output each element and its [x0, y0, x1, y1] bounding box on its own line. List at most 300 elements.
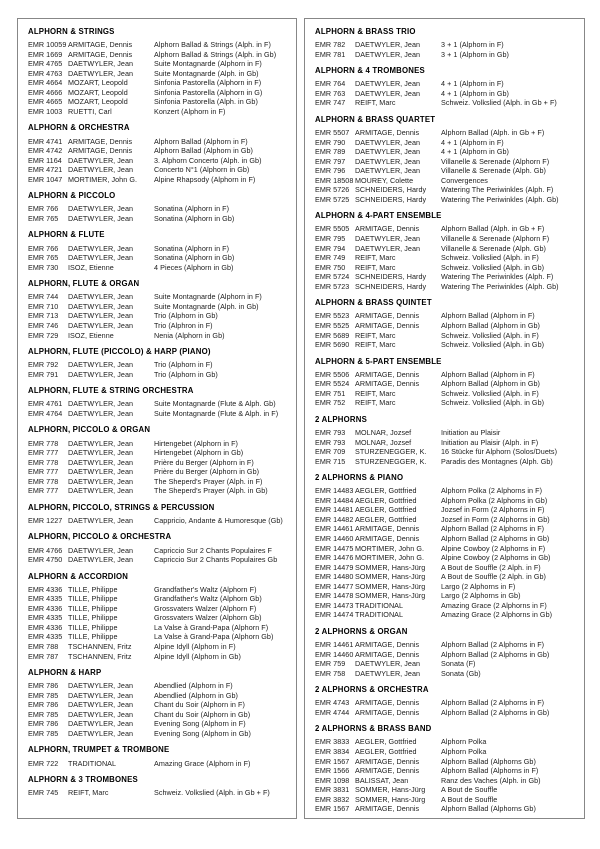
ref-cell: EMR 14479 [315, 562, 354, 572]
section-title: ALPHORN, TRUMPET & TROMBONE [28, 745, 170, 755]
table-row [28, 40, 290, 50]
composer-cell: DAETWYLER, Jean [68, 292, 134, 302]
table-row [28, 263, 290, 273]
ref-cell: EMR 5724 [315, 272, 350, 282]
title-cell: Schweiz. Volkslied (Alph. in Gb) [441, 398, 545, 408]
ref-cell: EMR 730 [28, 262, 59, 272]
ref-cell: EMR 1164 [28, 155, 62, 165]
composer-cell: RUETTI, Carl [68, 106, 112, 116]
composer-cell: ARMITAGE, Dennis [355, 379, 420, 389]
title-cell: Schweiz. Volkslied (Alph. in Gb) [441, 340, 545, 350]
title-cell: Watering The Periwinkles (Alph. F) [441, 272, 554, 282]
table-row [315, 272, 578, 282]
ref-cell: EMR 4744 [315, 707, 350, 717]
composer-cell: DAETWYLER, Jean [355, 79, 421, 89]
title-cell: Alphorn Polka (2 Alphorns in Gb) [441, 495, 548, 505]
composer-cell: ARMITAGE, Dennis [68, 146, 133, 156]
ref-cell: EMR 14461 [315, 524, 354, 534]
section-title: ALPHORN, PICCOLO & ORCHESTRA [28, 532, 172, 542]
composer-cell: TILLE, Philippe [68, 613, 118, 623]
title-cell: Abendlied (Alphorn in F) [154, 681, 233, 691]
table-row [28, 204, 290, 214]
composer-cell: SOMMER, Hans-Jürg [355, 572, 426, 582]
composer-cell: DAETWYLER, Jean [355, 88, 421, 98]
catalog-section [315, 627, 578, 678]
ref-cell: EMR 3832 [315, 794, 350, 804]
table-row [28, 458, 290, 468]
composer-cell: DAETWYLER, Jean [68, 728, 134, 738]
ref-cell: EMR 729 [28, 330, 59, 340]
composer-cell: SOMMER, Hans-Jürg [355, 785, 426, 795]
composer-cell: SCHNEIDERS, Hardy [355, 194, 427, 204]
composer-cell: DAETWYLER, Jean [68, 213, 134, 223]
ref-cell: EMR 14483 [315, 486, 354, 496]
title-cell: A Bout de Souffle [441, 794, 498, 804]
table-row [315, 138, 578, 148]
composer-cell: DAETWYLER, Jean [68, 476, 134, 486]
ref-cell: EMR 785 [28, 728, 59, 738]
table-row [315, 224, 578, 234]
catalog-section [28, 279, 290, 340]
table-row [315, 244, 578, 254]
ref-cell: EMR 788 [28, 642, 59, 651]
title-cell: Sinfonia Pastorella (Alphorn in G) [154, 87, 263, 97]
ref-cell: EMR 4666 [28, 87, 63, 97]
table-row [315, 40, 578, 50]
ref-cell: EMR 5505 [315, 224, 350, 234]
section-title: ALPHORN & 4 TROMBONES [315, 66, 425, 76]
title-cell: Prière du Berger (Alphorn in F) [154, 457, 254, 467]
table-row [28, 165, 290, 175]
ref-cell: EMR 4763 [28, 68, 63, 78]
composer-cell: DAETWYLER, Jean [68, 709, 134, 719]
table-row [28, 50, 290, 60]
title-cell: Alphorn Ballad (Alphorn in F) [441, 311, 535, 321]
composer-cell: DAETWYLER, Jean [355, 243, 421, 253]
section-title: 2 ALPHORNS & BRASS BAND [315, 724, 432, 734]
composer-cell: TILLE, Philippe [68, 584, 118, 594]
title-cell: 3 + 1 (Alphorn in F) [441, 40, 504, 50]
title-cell: Alphorn Polka [441, 747, 487, 757]
title-cell: Alphorn Ballad (Alphorns in F) [441, 766, 539, 776]
section-title: ALPHORN & 5-PART ENSEMBLE [315, 356, 442, 366]
ref-cell: EMR 1003 [28, 106, 63, 116]
composer-cell: DAETWYLER, Jean [68, 719, 134, 729]
catalog-section [28, 668, 290, 738]
composer-cell: MOZART, Leopold [68, 78, 128, 88]
table-row [315, 757, 578, 767]
composer-cell: TRADITIONAL [355, 610, 404, 620]
title-cell: Alphorn Ballad (Alph. in Gb + F) [441, 224, 545, 234]
section-title: ALPHORN, PICCOLO & ORGAN [28, 425, 151, 435]
ref-cell: EMR 766 [28, 243, 59, 253]
title-cell: Alphorn Polka (2 Alphorns in F) [441, 486, 543, 496]
ref-cell: EMR 4335 [28, 613, 63, 623]
ref-cell: EMR 759 [315, 659, 346, 669]
ref-cell: EMR 14477 [315, 581, 354, 591]
section-title: ALPHORN & BRASS QUARTET [315, 114, 436, 124]
ref-cell: EMR 722 [28, 758, 59, 768]
composer-cell: DAETWYLER, Jean [68, 457, 134, 467]
section-title: 2 ALPHORNS & ORCHESTRA [315, 685, 429, 695]
table-row [315, 610, 578, 620]
ref-cell: EMR 1227 [28, 515, 63, 525]
table-row [28, 710, 290, 720]
title-cell: Watering The Periwinkles (Alph. Gb) [441, 281, 559, 291]
section-title: ALPHORN & 4-PART ENSEMBLE [315, 211, 442, 221]
ref-cell: EMR 14474 [315, 610, 354, 620]
table-row [315, 804, 578, 814]
title-cell: Suite Montagnarde (Alph. in Gb) [154, 68, 259, 78]
ref-cell: EMR 4336 [28, 622, 63, 632]
section-title: ALPHORN & 3 TROMBONES [28, 775, 138, 785]
composer-cell: AEGLER, Gottfried [355, 486, 417, 496]
section-title: ALPHORN, FLUTE & ORGAN [28, 279, 140, 289]
table-row [315, 398, 578, 408]
ref-cell: EMR 4761 [28, 399, 63, 409]
table-row [315, 389, 578, 399]
title-cell: Evening Song (Alphorn in F) [154, 719, 246, 729]
title-cell: Schweiz. Volkslied (Alph. in Gb + F) [154, 788, 270, 798]
ref-cell: EMR 796 [315, 166, 346, 176]
ref-cell: EMR 797 [315, 156, 346, 166]
table-row [28, 448, 290, 458]
ref-cell: EMR 5525 [315, 320, 350, 330]
ref-cell: EMR 4766 [28, 545, 63, 555]
composer-cell: AEGLER, Gottfried [355, 505, 417, 515]
ref-cell: EMR 4664 [28, 78, 63, 88]
table-row [28, 642, 290, 652]
table-row [28, 214, 290, 224]
table-row [315, 776, 578, 786]
title-cell: Alphorn Ballad (Alph. in Gb + F) [441, 128, 545, 138]
ref-cell: EMR 5507 [315, 128, 350, 138]
composer-cell: DAETWYLER, Jean [68, 399, 134, 409]
composer-cell: ARMITAGE, Dennis [355, 766, 420, 776]
table-row [315, 795, 578, 805]
section-title: ALPHORN, PICCOLO, STRINGS & PERCUSSION [28, 502, 215, 512]
table-row [28, 546, 290, 556]
title-cell: Paradis des Montagnes (Alph. Gb) [441, 456, 553, 466]
ref-cell: EMR 3831 [315, 785, 350, 795]
table-row [28, 69, 290, 79]
ref-cell: EMR 1047 [28, 174, 63, 184]
composer-cell: DAETWYLER, Jean [68, 545, 134, 555]
composer-cell: DAETWYLER, Jean [68, 486, 134, 496]
table-row [28, 137, 290, 147]
composer-cell: DAETWYLER, Jean [68, 243, 134, 253]
catalog-section [315, 357, 578, 408]
table-row [315, 563, 578, 573]
ref-cell: EMR 5726 [315, 185, 350, 195]
table-row [315, 128, 578, 138]
section-title: 2 ALPHORNS [315, 414, 367, 424]
ref-cell: EMR 777 [28, 486, 59, 496]
composer-cell: DAETWYLER, Jean [68, 165, 134, 175]
composer-cell: DAETWYLER, Jean [355, 234, 421, 244]
table-row [315, 496, 578, 506]
table-row [28, 292, 290, 302]
title-cell: Abendlied (Alphorn in Gb) [154, 690, 238, 700]
composer-cell: AEGLER, Gottfried [355, 495, 417, 505]
title-cell: Villanelle & Serenade (Alphorn F) [441, 234, 550, 244]
composer-cell: DAETWYLER, Jean [68, 311, 134, 321]
catalog-section [315, 298, 578, 349]
table-row [315, 321, 578, 331]
table-row [315, 669, 578, 679]
ref-cell: EMR 14473 [315, 600, 354, 610]
table-row [28, 700, 290, 710]
title-cell: Schweiz. Volkslied (Alph. in Gb) [441, 262, 545, 272]
table-row [315, 185, 578, 195]
title-cell: Grandfather's Waltz (Alphorn F) [154, 584, 257, 594]
table-row [315, 524, 578, 534]
catalog-section [28, 745, 290, 768]
catalog-section [28, 230, 290, 272]
ref-cell: EMR 5506 [315, 369, 350, 379]
ref-cell: EMR 781 [315, 49, 346, 59]
title-cell: La Valse à Grand-Papa (Alphorn Gb) [154, 632, 274, 642]
composer-cell: TILLE, Philippe [68, 622, 118, 632]
table-row [315, 379, 578, 389]
title-cell: 4 + 1 (Alphorn in F) [441, 137, 504, 147]
table-row [28, 78, 290, 88]
title-cell: 4 + 1 (Alphorn in Gb) [441, 147, 509, 157]
title-cell: Ranz des Vaches (Alph. in Gb) [441, 775, 541, 785]
title-cell: Largo (2 Alphorns in Gb) [441, 591, 521, 601]
title-cell: Alphorn Ballad (Alphorn in F) [441, 369, 535, 379]
composer-cell: MOZART, Leopold [68, 87, 128, 97]
title-cell: Alphorn Ballad (Alphorns Gb) [441, 756, 536, 766]
table-row [315, 486, 578, 496]
composer-cell: DAETWYLER, Jean [355, 147, 421, 157]
ref-cell: EMR 750 [315, 262, 346, 272]
catalog-section [28, 123, 290, 184]
composer-cell: REIFT, Marc [355, 398, 396, 408]
table-row [28, 486, 290, 496]
catalog-section [28, 191, 290, 223]
ref-cell: EMR 751 [315, 388, 346, 398]
catalog-section [315, 473, 578, 620]
table-row [28, 604, 290, 614]
composer-cell: REIFT, Marc [355, 340, 396, 350]
title-cell: 16 Stücke für Alphorn (Solos/Duets) [441, 447, 558, 457]
composer-cell: ARMITAGE, Dennis [355, 311, 420, 321]
table-row [315, 147, 578, 157]
composer-cell: DAETWYLER, Jean [68, 681, 134, 691]
ref-cell: EMR 785 [28, 709, 59, 719]
title-cell: Villanelle & Serenade (Alph. Gb) [441, 243, 546, 253]
composer-cell: TILLE, Philippe [68, 594, 118, 604]
composer-cell: MORTIMER, John G. [355, 543, 425, 553]
title-cell: Chant du Soir (Alphorn in Gb) [154, 709, 251, 719]
ref-cell: EMR 14460 [315, 533, 354, 543]
composer-cell: MOZART, Leopold [68, 97, 128, 107]
composer-cell: DAETWYLER, Jean [68, 301, 134, 311]
ref-cell: EMR 3834 [315, 747, 350, 757]
title-cell: Convergences [441, 175, 488, 185]
table-row [28, 652, 290, 662]
ref-cell: EMR 14475 [315, 543, 354, 553]
composer-cell: AEGLER, Gottfried [355, 737, 417, 747]
composer-cell: ARMITAGE, Dennis [355, 707, 420, 717]
ref-cell: EMR 1669 [28, 49, 63, 59]
ref-cell: EMR 749 [315, 253, 346, 263]
catalog-section [315, 211, 578, 291]
table-row [315, 534, 578, 544]
ref-cell: EMR 1567 [315, 756, 350, 766]
ref-cell: EMR 786 [28, 681, 59, 691]
title-cell: Grossvaters Walzer (Alphorn F) [154, 603, 257, 613]
catalog-section [28, 503, 290, 526]
table-row [315, 640, 578, 650]
ref-cell: EMR 763 [315, 88, 346, 98]
catalog-section [28, 27, 290, 116]
table-row [28, 516, 290, 526]
table-row [28, 146, 290, 156]
ref-cell: EMR 764 [315, 79, 346, 89]
title-cell: Sinfonia Pastorella (Alph. in Gb) [154, 97, 258, 107]
composer-cell: DAETWYLER, Jean [68, 448, 134, 458]
section-title: ALPHORN & HARP [28, 668, 102, 678]
composer-cell: ISOZ, Etienne [68, 262, 114, 272]
composer-cell: REIFT, Marc [355, 253, 396, 263]
composer-cell: ARMITAGE, Dennis [68, 49, 133, 59]
composer-cell: DAETWYLER, Jean [355, 659, 421, 669]
table-row [315, 505, 578, 515]
catalog-section [28, 775, 290, 798]
table-row [315, 340, 578, 350]
table-row [315, 601, 578, 611]
title-cell: Alpine Idyll (Alphorn in F) [154, 642, 236, 651]
title-cell: Chant du Soir (Alphorn in F) [154, 700, 245, 710]
table-row [28, 613, 290, 623]
ref-cell: EMR 747 [315, 98, 346, 108]
ref-cell: EMR 791 [28, 369, 59, 379]
section-title: ALPHORN, FLUTE & STRING ORCHESTRA [28, 386, 194, 396]
title-cell: Sonatina (Alphorn in Gb) [154, 213, 235, 223]
title-cell: Alphorn Ballad (2 Alphorns in Gb) [441, 533, 550, 543]
catalog-section [315, 115, 578, 204]
composer-cell: DAETWYLER, Jean [68, 467, 134, 477]
ref-cell: EMR 765 [28, 213, 59, 223]
title-cell: 4 + 1 (Alphorn in F) [441, 79, 504, 89]
table-row [315, 659, 578, 669]
title-cell: 3. Alphorn Concerto (Alph. in Gb) [154, 155, 262, 165]
table-row [28, 681, 290, 691]
composer-cell: DAETWYLER, Jean [68, 320, 134, 330]
section-title: ALPHORN, FLUTE (PICCOLO) & HARP (PIANO) [28, 347, 211, 357]
ref-cell: EMR 14482 [315, 514, 354, 524]
table-row [315, 311, 578, 321]
composer-cell: TILLE, Philippe [68, 603, 118, 613]
title-cell: Alphorn Ballad & Strings (Alph. in F) [154, 40, 271, 50]
ref-cell: EMR 752 [315, 398, 346, 408]
table-row [28, 399, 290, 409]
title-cell: Alpine Cowboy (2 Alphorns in F) [441, 543, 546, 553]
section-title: ALPHORN & PICCOLO [28, 191, 116, 201]
composer-cell: ISOZ, Etienne [68, 330, 114, 340]
title-cell: Schweiz. Volkslied (Alph. in F) [441, 253, 539, 263]
section-title: ALPHORN & BRASS TRIO [315, 27, 416, 36]
title-cell: Alphorn Ballad (2 Alphorns in F) [441, 698, 545, 708]
title-cell: Hirtengebet (Alphorn in Gb) [154, 448, 244, 458]
table-row [315, 457, 578, 467]
table-row [315, 650, 578, 660]
ref-cell: EMR 777 [28, 467, 59, 477]
table-row [315, 708, 578, 718]
title-cell: Evening Song (Alphorn in Gb) [154, 728, 251, 738]
catalog-section [315, 685, 578, 717]
ref-cell: EMR 5689 [315, 330, 350, 340]
composer-cell: DAETWYLER, Jean [68, 204, 134, 214]
ref-cell: EMR 4336 [28, 584, 63, 594]
table-row [28, 788, 290, 798]
ref-cell: EMR 792 [28, 360, 59, 370]
title-cell: The Sheperd's Prayer (Alph. in F) [154, 476, 263, 486]
composer-cell: TRADITIONAL [355, 600, 404, 610]
title-cell: Sonata (Gb) [441, 668, 481, 678]
title-cell: Suite Montagnarde (Alphorn in F) [154, 292, 262, 302]
composer-cell: DAETWYLER, Jean [355, 49, 421, 59]
table-row [28, 244, 290, 254]
composer-cell: MOUREY, Colette [355, 175, 414, 185]
composer-cell: DAETWYLER, Jean [68, 369, 134, 379]
catalog-section [28, 386, 290, 418]
ref-cell: EMR 4743 [315, 698, 350, 708]
section-title: ALPHORN & ACCORDION [28, 571, 129, 581]
table-row [28, 594, 290, 604]
ref-cell: EMR 10059 [28, 40, 67, 50]
composer-cell: DAETWYLER, Jean [355, 40, 421, 50]
composer-cell: DAETWYLER, Jean [68, 360, 134, 370]
table-row [315, 370, 578, 380]
title-cell: Suite Montagnarde (Alphorn in F) [154, 59, 262, 69]
table-row [315, 50, 578, 60]
composer-cell: ARMITAGE, Dennis [355, 649, 420, 659]
title-cell: Alphorn Ballad (2 Alphorns in Gb) [441, 707, 550, 717]
ref-cell: EMR 4721 [28, 165, 63, 175]
title-cell: Grossvaters Walzer (Alphorn Gb) [154, 613, 262, 623]
catalog-section [315, 415, 578, 466]
catalog-section [315, 724, 578, 813]
table-row [315, 591, 578, 601]
title-cell: Schweiz. Volkslied (Alph. in Gb + F) [441, 98, 557, 108]
table-row [28, 88, 290, 98]
table-row [315, 515, 578, 525]
composer-cell: DAETWYLER, Jean [68, 555, 134, 565]
title-cell: Alphorn Ballad (Alphorn in Gb) [154, 146, 253, 156]
composer-cell: TSCHANNEN, Fritz [68, 642, 132, 651]
ref-cell: EMR 787 [28, 651, 59, 661]
composer-cell: SCHNEIDERS, Hardy [355, 272, 427, 282]
ref-cell: EMR 1566 [315, 766, 350, 776]
ref-cell: EMR 744 [28, 292, 59, 302]
composer-cell: REIFT, Marc [355, 330, 396, 340]
title-cell: A Bout de Souffle [441, 785, 498, 795]
table-row [315, 438, 578, 448]
title-cell: Sonatina (Alphorn in F) [154, 243, 230, 253]
composer-cell: SCHNEIDERS, Hardy [355, 281, 427, 291]
composer-cell: REIFT, Marc [355, 262, 396, 272]
composer-cell: DAETWYLER, Jean [68, 155, 134, 165]
title-cell: Alphorn Ballad (Alphorn in Gb) [441, 320, 540, 330]
ref-cell: EMR 4336 [28, 603, 63, 613]
composer-cell: MORTIMER, John G. [68, 174, 138, 184]
table-row [28, 175, 290, 185]
composer-cell: ARMITAGE, Dennis [355, 533, 420, 543]
table-row [28, 370, 290, 380]
